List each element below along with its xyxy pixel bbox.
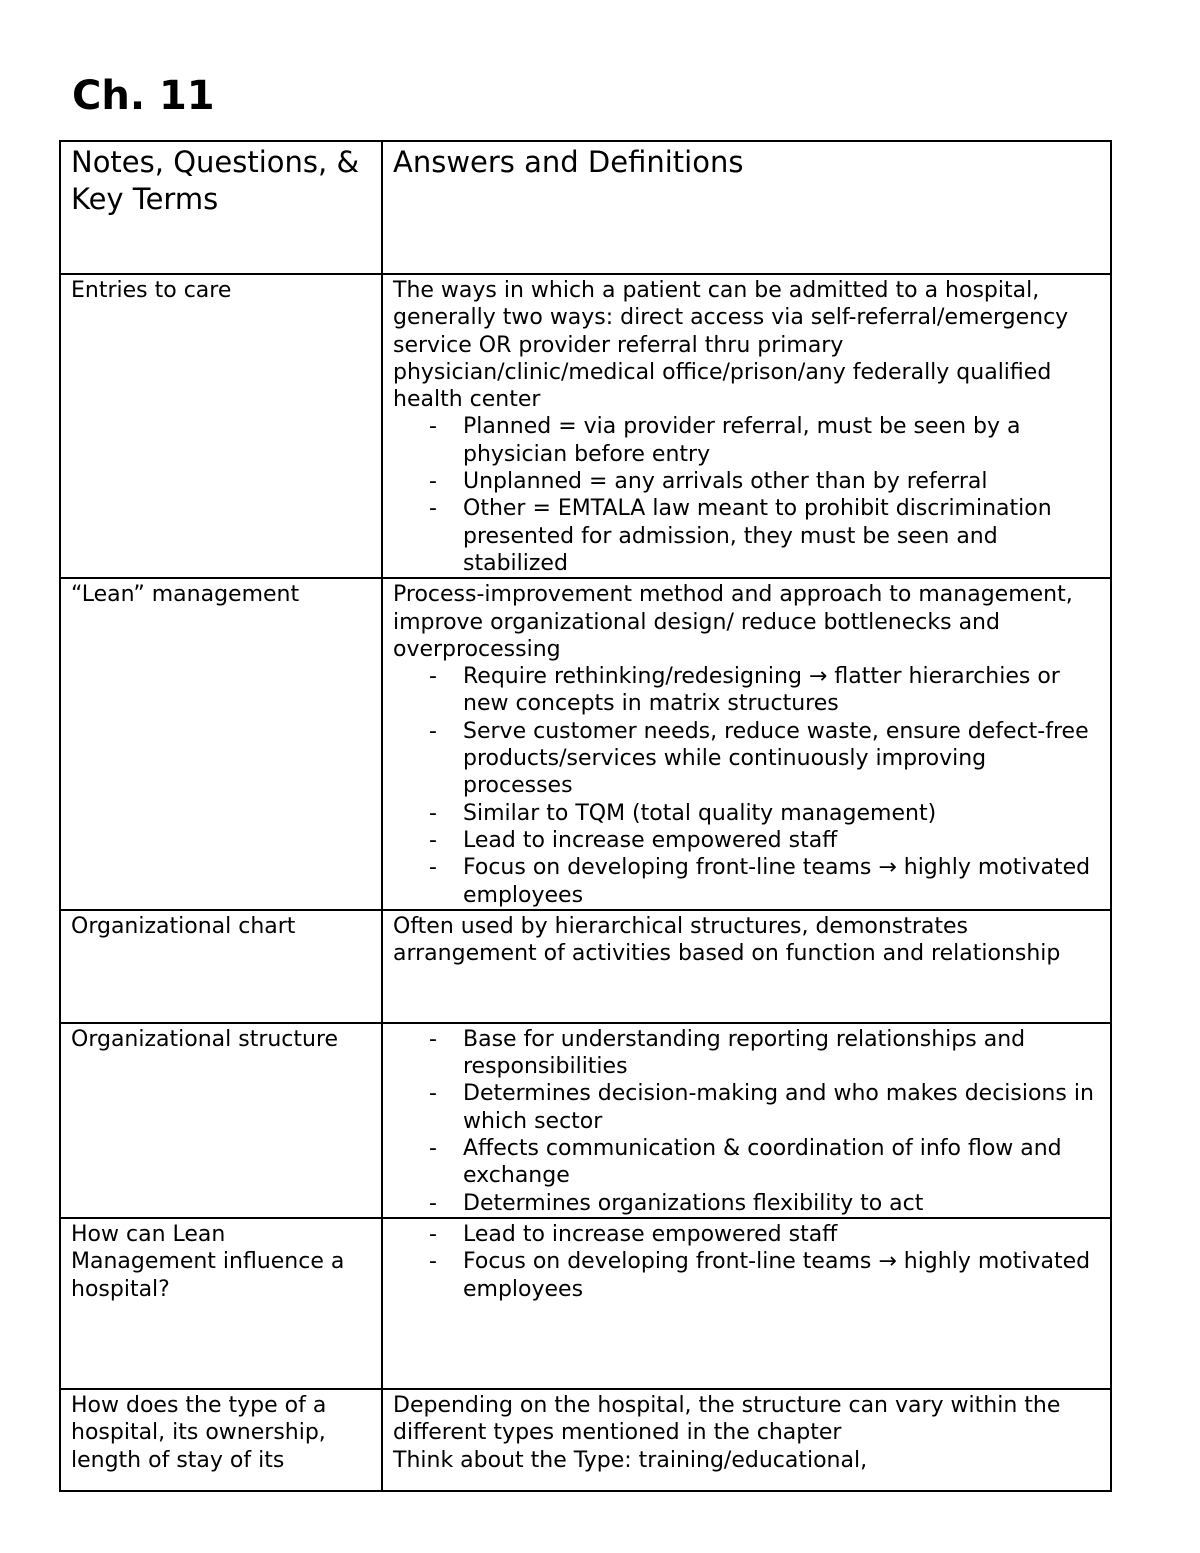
list-item: - Focus on developing front-line teams → highly motivated employees	[463, 1248, 1100, 1303]
bullet-list	[393, 1026, 1100, 1217]
list-item: - Unplanned = any arrivals other than by referral	[463, 468, 1100, 495]
term-cell: How can Lean Management influence a hospital?	[60, 1218, 382, 1389]
header-answers-definitions: Answers and Definitions	[382, 141, 1111, 274]
answer-text: Often used by hierarchical structures, demonstrates arrangement of activities based on function and relationship	[393, 913, 1061, 967]
term-cell: Organizational structure	[60, 1023, 382, 1218]
list-item: - Determines decision-making and who makes decisions in which sector	[463, 1080, 1100, 1135]
answer-cell	[382, 274, 1111, 578]
term-cell: How does the type of a hospital, its ownership, length of stay of its	[60, 1389, 382, 1491]
table-header-row	[60, 141, 1111, 274]
answer-cell	[382, 910, 1111, 1023]
list-item: - Require rethinking/redesigning → flatter hierarchies or new concepts in matrix structures	[463, 663, 1100, 718]
list-item: - Lead to increase empowered staff	[463, 827, 1100, 854]
term-cell: “Lean” management	[60, 578, 382, 910]
header-notes-questions-terms: Notes, Questions, & Key Terms	[60, 141, 382, 274]
list-item: - Other = EMTALA law meant to prohibit discrimination presented for admission, they must be seen and stabilized	[463, 495, 1100, 577]
table-row	[60, 578, 1111, 910]
table-row	[60, 1218, 1111, 1389]
answer-cell	[382, 1023, 1111, 1218]
answer-cell	[382, 578, 1111, 910]
term-cell: Entries to care	[60, 274, 382, 578]
notes-table	[59, 140, 1112, 1492]
table-row	[60, 1389, 1111, 1491]
page-title: Ch. 11	[72, 73, 215, 119]
bullet-list	[393, 663, 1100, 909]
bullet-list	[393, 413, 1100, 577]
answer-cell	[382, 1389, 1111, 1491]
answer-text: The ways in which a patient can be admitted to a hospital, generally two ways: direct access via self-referral/emergency service OR provider referral thru primary physician/clinic/medical office/prison/any federally qualified health center	[393, 278, 1069, 413]
answer-text-continued: Think about the Type: training/educational,	[393, 1447, 868, 1473]
bullet-list	[393, 1221, 1100, 1303]
answer-text: Depending on the hospital, the structure can vary within the different types mentioned in the chapter	[393, 1392, 1061, 1446]
list-item: - Similar to TQM (total quality management)	[463, 800, 1100, 827]
list-item: - Affects communication & coordination of info flow and exchange	[463, 1135, 1100, 1190]
list-item: - Focus on developing front-line teams → highly motivated employees	[463, 854, 1100, 909]
answer-cell	[382, 1218, 1111, 1389]
list-item: - Determines organizations flexibility to act	[463, 1190, 1100, 1217]
list-item: - Planned = via provider referral, must be seen by a physician before entry	[463, 413, 1100, 468]
list-item: - Serve customer needs, reduce waste, ensure defect-free products/services while continuously improving processes	[463, 718, 1100, 800]
table-row	[60, 910, 1111, 1023]
list-item: - Base for understanding reporting relationships and responsibilities	[463, 1026, 1100, 1081]
table-row	[60, 274, 1111, 578]
list-item: - Lead to increase empowered staff	[463, 1221, 1100, 1248]
answer-text: Process-improvement method and approach to management, improve organizational design/ reduce bottlenecks and overprocessing	[393, 582, 1073, 662]
term-cell: Organizational chart	[60, 910, 382, 1023]
table-row	[60, 1023, 1111, 1218]
